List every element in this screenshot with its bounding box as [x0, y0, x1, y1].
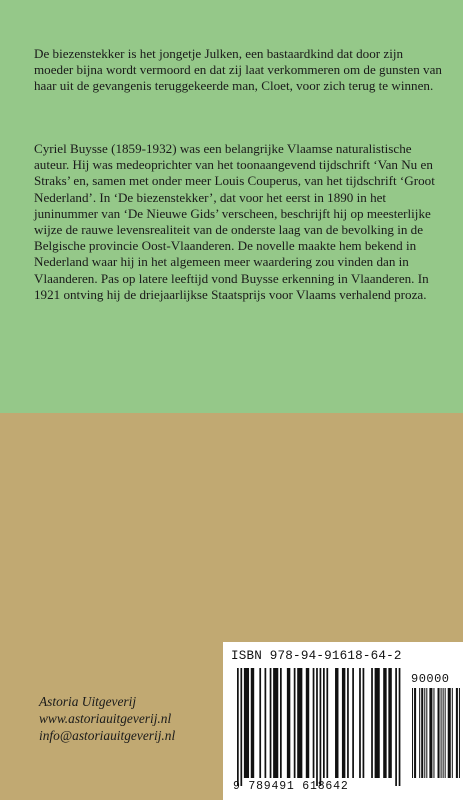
ean-digits: 9 789491 618642 [233, 780, 349, 793]
barcode-bar [375, 668, 380, 778]
barcode-bar [459, 688, 460, 778]
isbn-label: ISBN 978-94-91618-64-2 [231, 649, 402, 663]
book-blurb: De biezenstekker is het jongetje Julken, een bastaardkind dat door zijn moeder bijna wordt vermoord en dat zij laat verkommeren om de gunsten van haar uit de gevangenis teruggekeerde man, Cloet, voor zich terug te winnen. [34, 46, 442, 94]
barcode-bar [438, 688, 440, 778]
barcode-bar [316, 668, 318, 786]
barcode-bar [352, 668, 354, 778]
barcode-bar [395, 668, 397, 786]
barcode-bar [273, 668, 278, 778]
barcode-bar [320, 668, 322, 786]
barcode-bar [270, 668, 272, 778]
barcode-box [223, 642, 463, 800]
barcode-bar [251, 668, 254, 778]
barcode-bar [426, 688, 427, 778]
barcode-bar [287, 668, 290, 778]
barcode-bar [421, 688, 423, 778]
barcode-bar [323, 668, 325, 778]
barcode-bar [240, 668, 242, 786]
price-code: 90000 [411, 672, 450, 686]
barcode-bar [443, 688, 444, 778]
barcode-bar [412, 688, 413, 778]
barcode-bar [294, 668, 296, 778]
barcode-bar [335, 668, 338, 778]
publisher-website: www.astoriauitgeverij.nl [39, 711, 172, 727]
barcode-bar [326, 668, 328, 778]
barcode-bar [363, 668, 365, 778]
barcode-bar [306, 668, 309, 778]
barcode-bar [433, 688, 434, 778]
barcode-bar [244, 668, 249, 778]
barcode-bar [280, 668, 282, 778]
publisher-email: info@astoriauitgeverij.nl [39, 728, 176, 744]
barcode-bar [371, 668, 373, 778]
barcode-bar [259, 668, 261, 778]
barcode-bar [414, 688, 416, 778]
barcode-bar [265, 668, 267, 778]
barcode-bar [441, 688, 442, 778]
barcode-bar [237, 668, 239, 786]
barcode-bar [297, 668, 302, 778]
barcode-bar [456, 688, 458, 778]
publisher-name: Astoria Uitgeverij [39, 694, 137, 709]
barcode-bar [445, 688, 446, 778]
author-biography: Cyriel Buysse (1859-1932) was een belangrijke Vlaamse naturalistische auteur. Hij was medeoprichter van het toonaangevend tijdschrift ‘Van Nu en Straks’ en, samen met onder meer Louis Couperus, van het tijdschrift ‘Groot Nederland’. In ‘De biezenstekker’, dat voor het eerst in 1890 in het juninummer van ‘De Nieuwe Gids’ verscheen, beschrijft hij op meesterlijke wijze de rauwe levensrealiteit van de onderste laag van de bevolking in de Belgische provincie Oost-Vlaanderen. De novelle maakte hem bekend in Nederland waar hij in het algemeen meer waardering zou vinden dan in Vlaanderen. Pas op latere leeftijd vond Buysse erkenning in Vlaanderen. In 1921 ontving hij de driejaarlijkse Staatsprijs voor Vlaams verhalend proza. [34, 141, 435, 302]
barcode-bar [419, 688, 420, 778]
barcode-bar [313, 668, 315, 778]
barcode-bar [448, 688, 451, 778]
barcode-bar [452, 688, 453, 778]
barcode-bar [342, 668, 345, 778]
barcode-bar [359, 668, 361, 778]
barcode-bar [424, 688, 425, 778]
publisher-info [39, 693, 239, 745]
barcode-bar [429, 688, 432, 778]
barcode-bar [347, 668, 349, 778]
barcode-graphic [223, 642, 463, 800]
barcode-bar [399, 668, 401, 786]
barcode-bar [388, 668, 391, 778]
barcode-bar [383, 668, 386, 778]
